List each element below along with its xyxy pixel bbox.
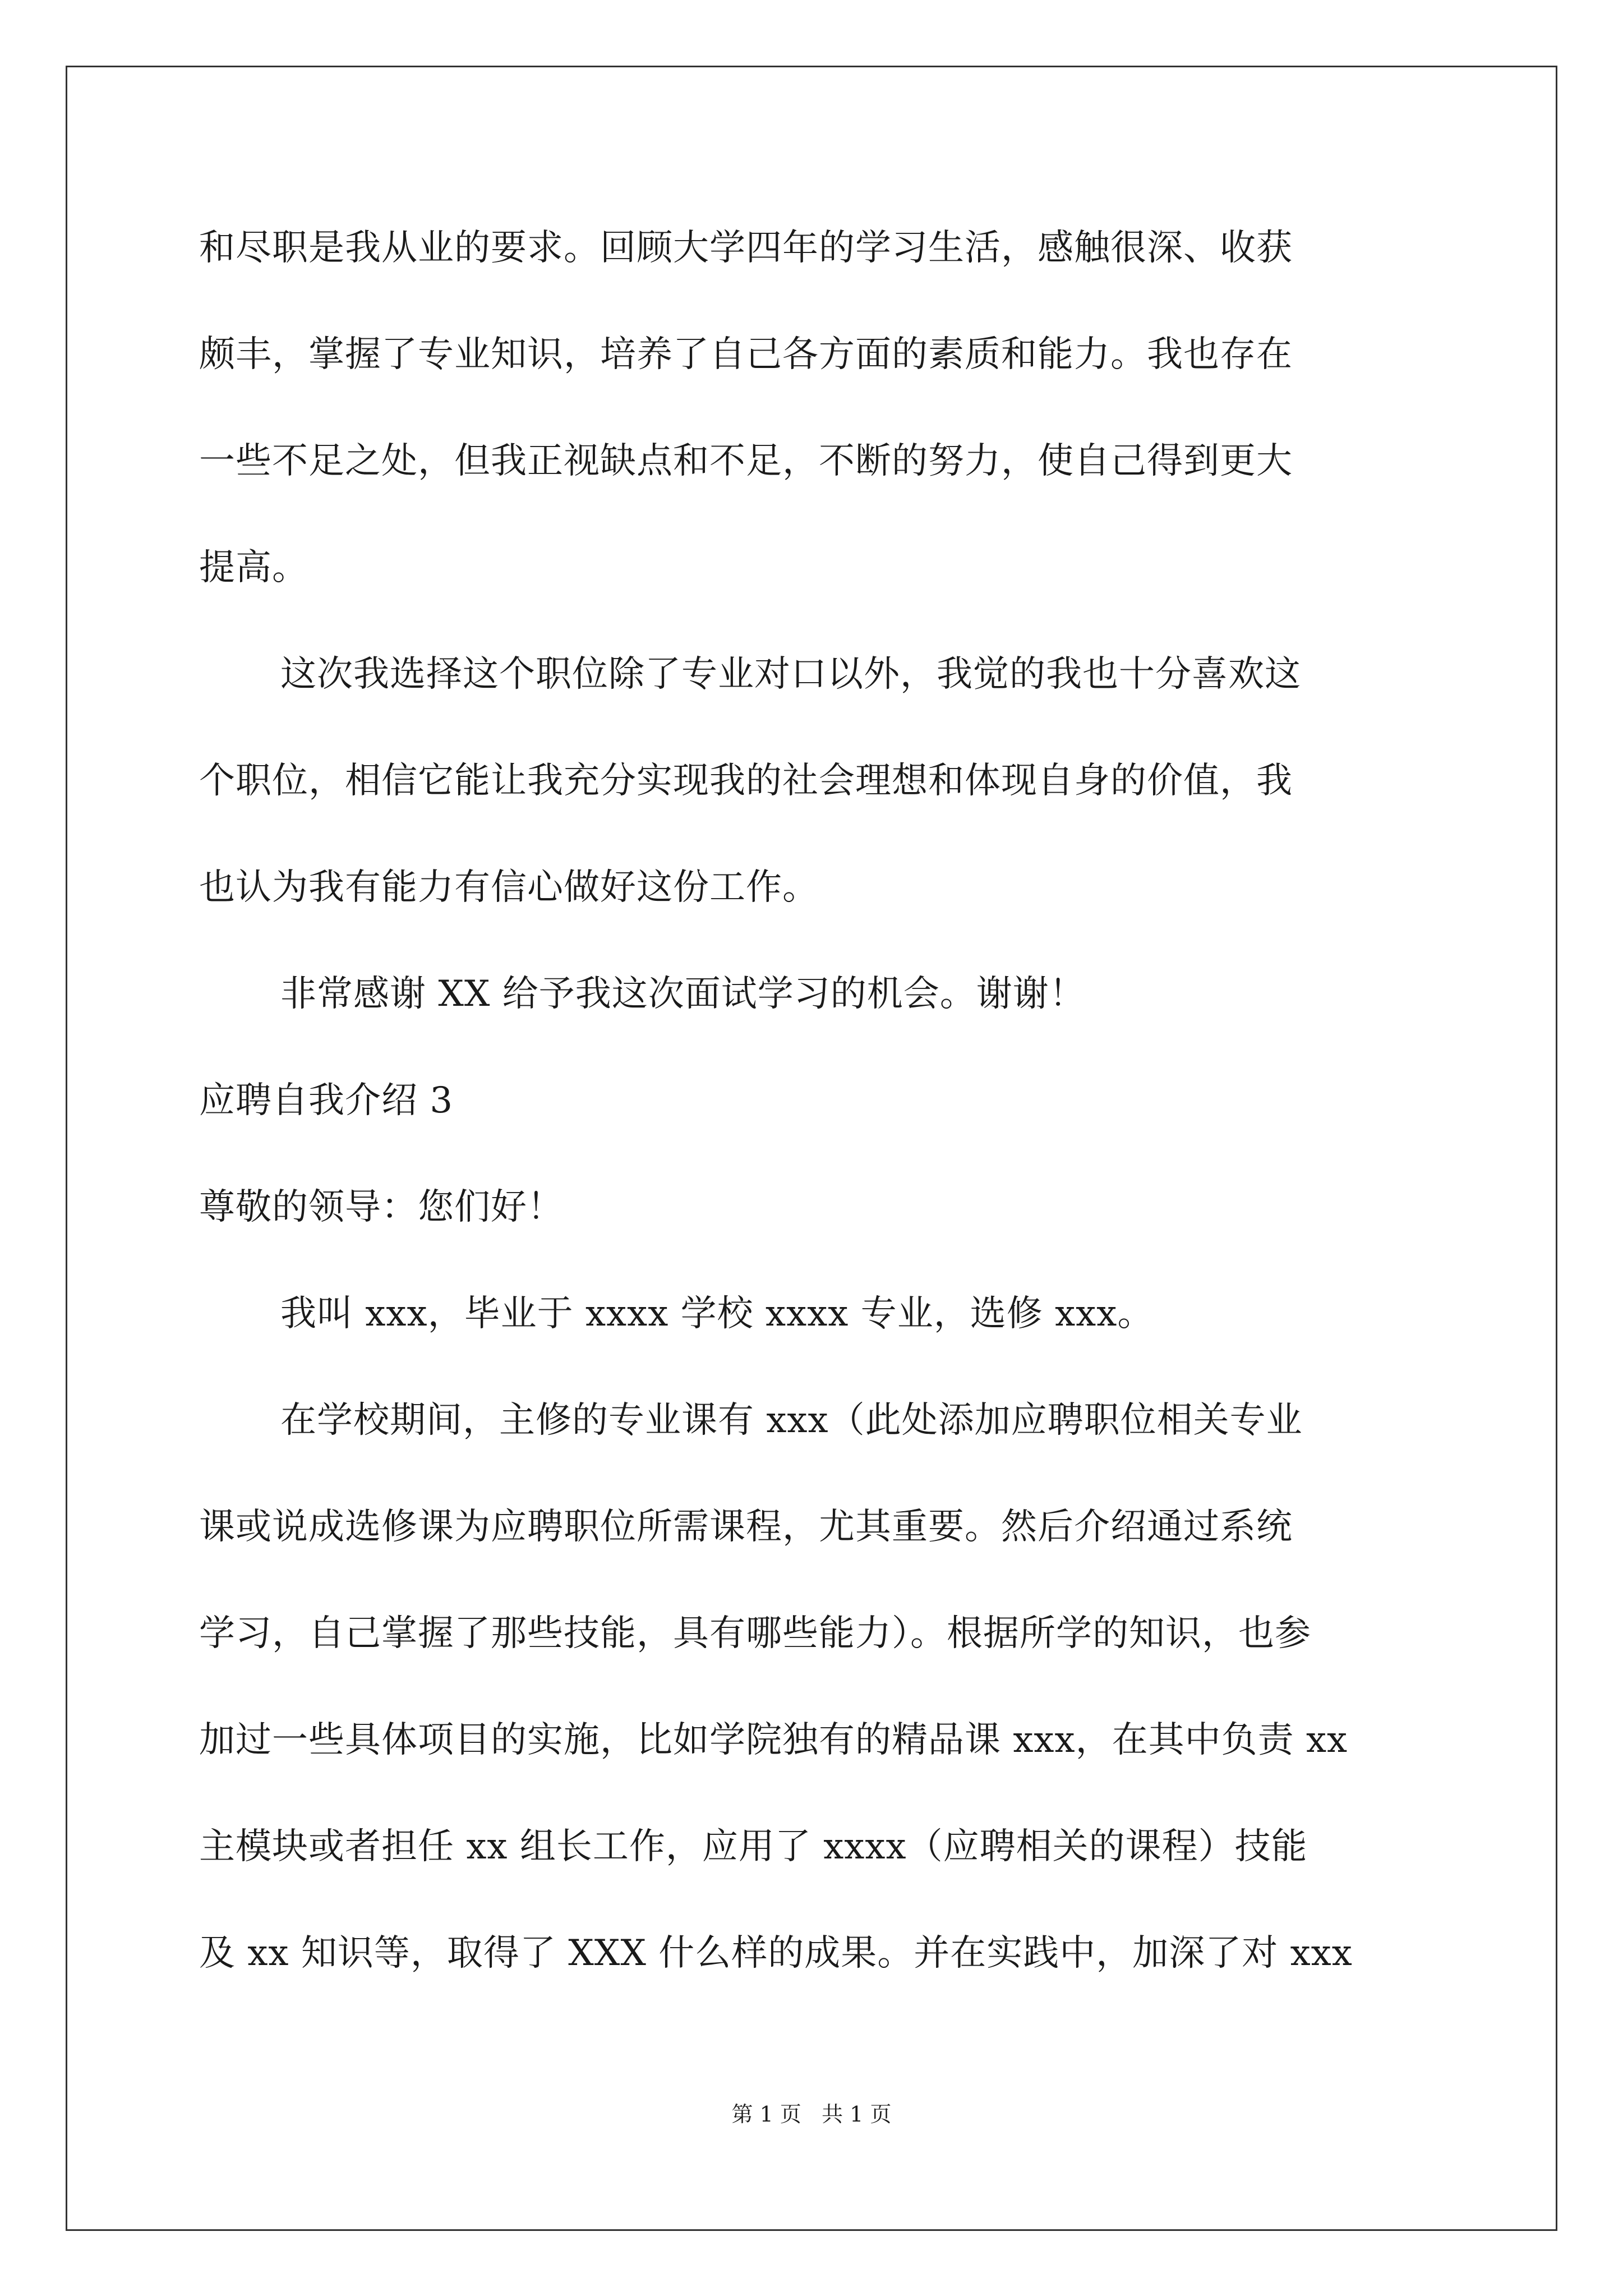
body-line-12: 在学校期间，主修的专业课有 xxx（此处添加应聘职位相关专业 bbox=[280, 1400, 1303, 1441]
body-line-1: 和尽职是我从业的要求。回顾大学四年的学习生活，感触很深、收获 bbox=[199, 227, 1293, 269]
body-line-8: 非常感谢 XX 给予我这次面试学习的机会。谢谢！ bbox=[280, 973, 1086, 1015]
page-footer: 第 1 页 共 1 页 bbox=[731, 2102, 892, 2127]
body-line-15: 加过一些具体项目的实施，比如学院独有的精品课 xxx，在其中负责 xx bbox=[199, 1719, 1348, 1761]
page-border bbox=[66, 66, 1557, 2231]
body-line-7: 也认为我有能力有信心做好这份工作。 bbox=[199, 867, 819, 908]
body-line-6: 个职位，相信它能让我充分实现我的社会理想和体现自身的价值，我 bbox=[199, 760, 1293, 802]
body-line-13: 课或说成选修课为应聘职位所需课程，尤其重要。然后介绍通过系统 bbox=[199, 1506, 1293, 1548]
body-line-11: 我叫 xxx，毕业于 xxxx 学校 xxxx 专业，选修 xxx。 bbox=[280, 1293, 1154, 1335]
body-line-3: 一些不足之处，但我正视缺点和不足，不断的努力，使自己得到更大 bbox=[199, 440, 1293, 482]
body-line-5: 这次我选择这个职位除了专业对口以外，我觉的我也十分喜欢这 bbox=[280, 654, 1301, 695]
body-line-17: 及 xx 知识等，取得了 XXX 什么样的成果。并在实践中，加深了对 xxx bbox=[199, 1932, 1353, 1974]
section-heading: 应聘自我介绍 3 bbox=[199, 1080, 454, 1121]
body-line-16: 主模块或者担任 xx 组长工作，应用了 xxxx（应聘相关的课程）技能 bbox=[199, 1826, 1308, 1867]
body-line-14: 学习，自己掌握了那些技能，具有哪些能力）。根据所学的知识，也参 bbox=[199, 1613, 1311, 1654]
salutation: 尊敬的领导：您们好！ bbox=[199, 1186, 564, 1228]
body-line-4: 提高。 bbox=[199, 547, 308, 588]
body-line-2: 颇丰，掌握了专业知识，培养了自己各方面的素质和能力。我也存在 bbox=[199, 334, 1293, 375]
